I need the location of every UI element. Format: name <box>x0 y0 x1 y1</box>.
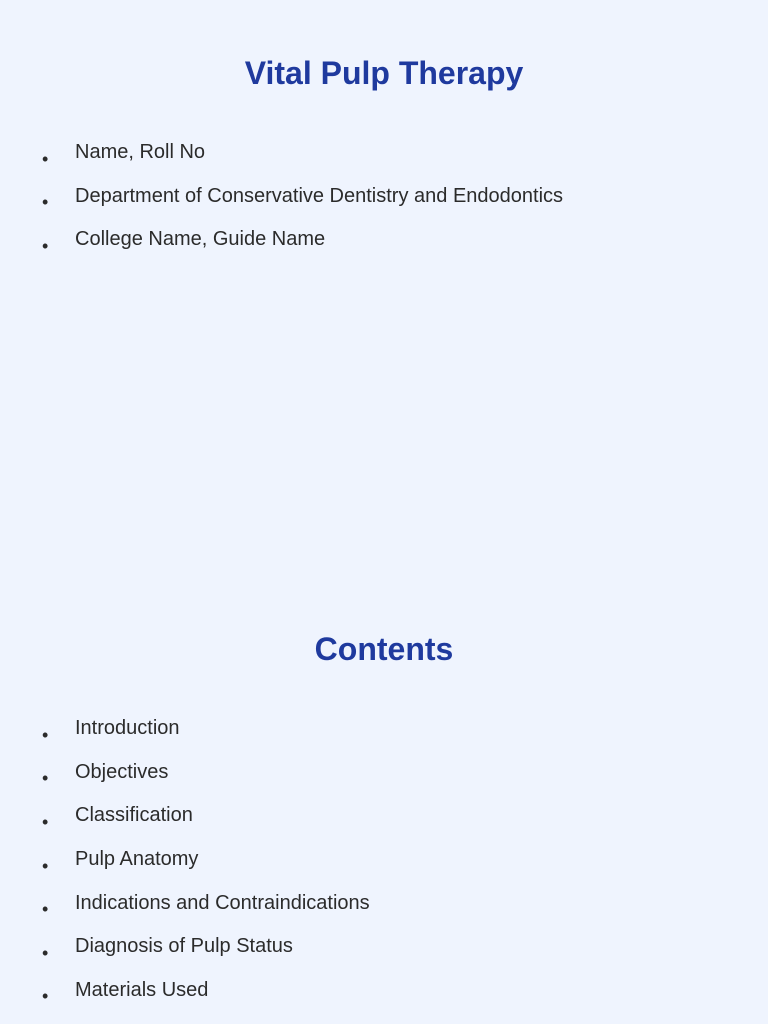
list-item <box>42 761 370 805</box>
bullet-list <box>42 141 563 272</box>
slide-title: Vital Pulp Therapy <box>244 55 524 91</box>
list-item <box>42 935 370 979</box>
list-item <box>42 804 370 848</box>
list-item <box>42 185 563 229</box>
list-item-text: Diagnosis of Pulp Status <box>75 935 293 958</box>
bullet-list <box>42 717 370 1022</box>
list-item-text: College Name, Guide Name <box>75 228 326 251</box>
bullet-icon: • <box>42 942 49 963</box>
list-item-text: Objectives <box>75 760 169 783</box>
bullet-icon: • <box>42 855 49 876</box>
bullet-icon: • <box>42 192 49 213</box>
list-item-text: Classification <box>75 804 193 827</box>
list-item-text: Indications and Contraindications <box>75 891 370 914</box>
list-item <box>42 141 563 185</box>
bullet-icon: • <box>42 811 49 832</box>
list-item <box>42 717 370 761</box>
list-item-text: Pulp Anatomy <box>75 848 199 871</box>
bullet-icon: • <box>42 235 49 256</box>
list-item <box>42 979 370 1023</box>
list-item-text: Materials Used <box>75 978 209 1001</box>
bullet-icon: • <box>42 986 49 1007</box>
list-item-text: Name, Roll No <box>75 141 206 164</box>
bullet-icon: • <box>42 899 49 920</box>
list-item <box>42 228 563 272</box>
bullet-icon: • <box>42 724 49 745</box>
list-item <box>42 891 370 935</box>
list-item-text: Introduction <box>75 717 180 740</box>
list-item-text: Department of Conservative Dentistry and Endodontics <box>75 184 564 207</box>
bullet-icon: • <box>42 148 49 169</box>
slide-contents <box>0 576 768 1024</box>
bullet-icon: • <box>42 768 49 789</box>
list-item <box>42 848 370 892</box>
slide-title: Contents <box>314 631 454 667</box>
